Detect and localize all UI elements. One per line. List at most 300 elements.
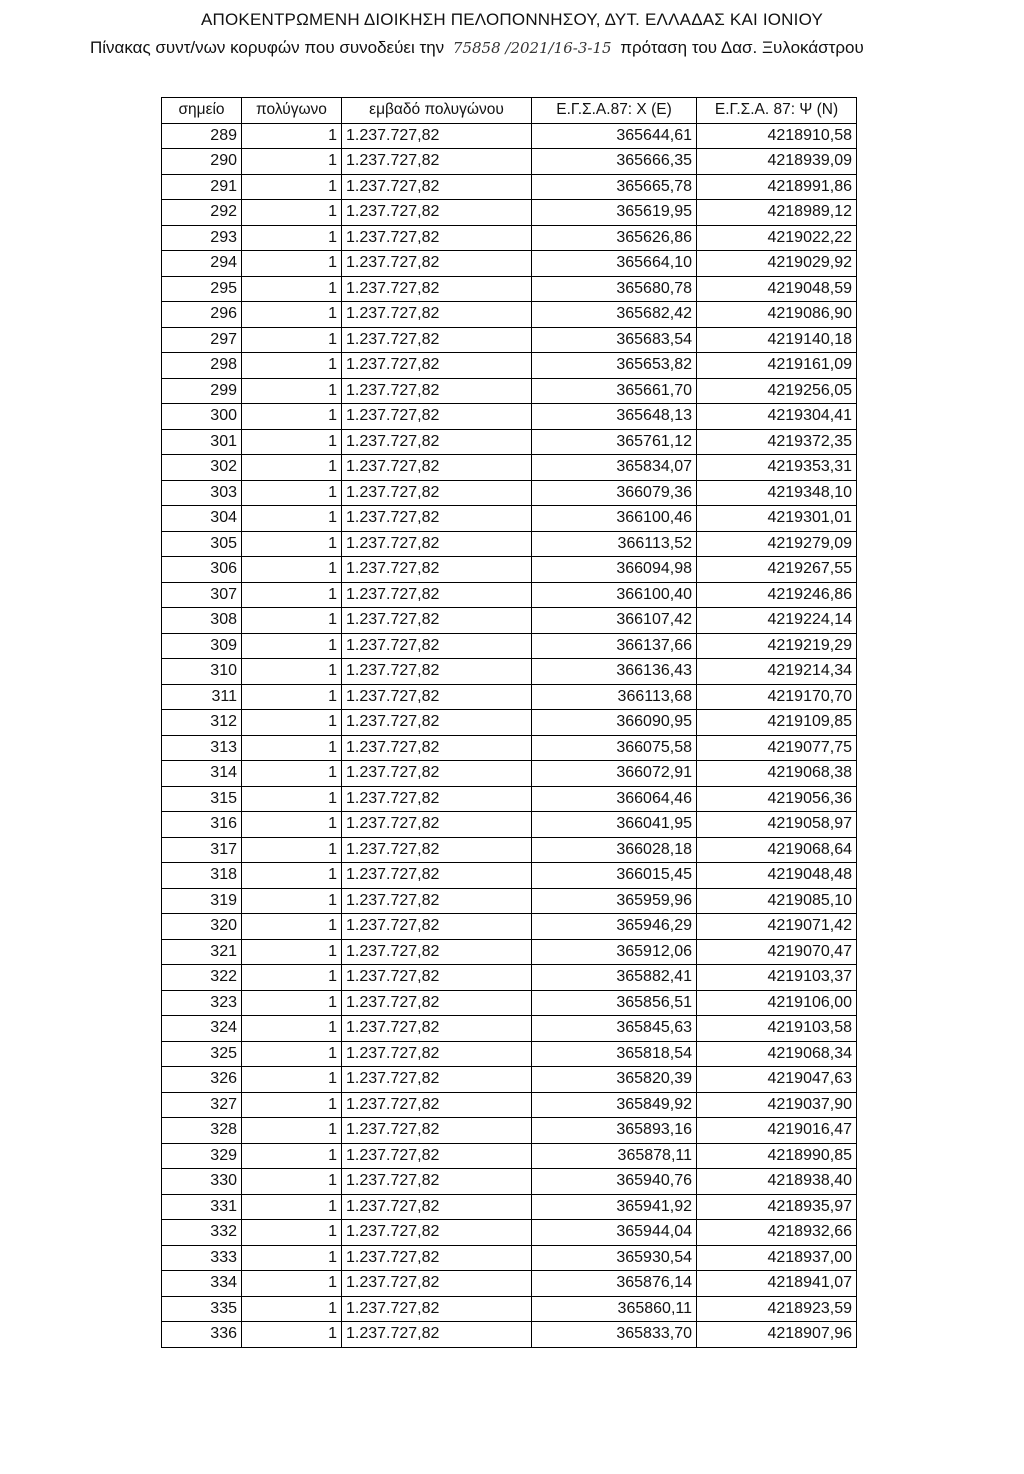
polygon-cell: 1 [242,225,342,251]
table-row [162,786,857,812]
polygon-cell: 1 [242,914,342,940]
polygon-cell: 1 [242,786,342,812]
area-cell: 1.237.727,82 [342,786,532,812]
point-cell: 336 [162,1322,242,1348]
point-cell: 305 [162,531,242,557]
y-coordinate-cell: 4219106,00 [697,990,857,1016]
table-row [162,480,857,506]
point-cell: 299 [162,378,242,404]
point-cell: 323 [162,990,242,1016]
y-coordinate-cell: 4219048,48 [697,863,857,889]
x-coordinate-cell: 365664,10 [532,251,697,277]
polygon-cell: 1 [242,684,342,710]
table-row [162,914,857,940]
x-coordinate-cell: 366072,91 [532,761,697,787]
table-row [162,659,857,685]
x-coordinate-cell: 365820,39 [532,1067,697,1093]
area-cell: 1.237.727,82 [342,378,532,404]
area-cell: 1.237.727,82 [342,1092,532,1118]
polygon-cell: 1 [242,1092,342,1118]
polygon-cell: 1 [242,531,342,557]
table-row [162,965,857,991]
area-cell: 1.237.727,82 [342,225,532,251]
table-row [162,174,857,200]
polygon-cell: 1 [242,888,342,914]
y-coordinate-cell: 4219037,90 [697,1092,857,1118]
y-coordinate-cell: 4219029,92 [697,251,857,277]
table-row [162,582,857,608]
polygon-cell: 1 [242,149,342,175]
area-cell: 1.237.727,82 [342,1016,532,1042]
x-coordinate-cell: 366064,46 [532,786,697,812]
area-cell: 1.237.727,82 [342,812,532,838]
table-row [162,684,857,710]
coordinates-table [161,97,857,1348]
area-cell: 1.237.727,82 [342,684,532,710]
point-cell: 324 [162,1016,242,1042]
polygon-cell: 1 [242,1118,342,1144]
x-coordinate-cell: 365845,63 [532,1016,697,1042]
area-cell: 1.237.727,82 [342,710,532,736]
point-cell: 330 [162,1169,242,1195]
area-cell: 1.237.727,82 [342,863,532,889]
table-row [162,1245,857,1271]
subtitle-suffix: πρόταση του Δασ. Ξυλοκάστρου [620,38,864,57]
y-coordinate-cell: 4219161,09 [697,353,857,379]
point-cell: 300 [162,404,242,430]
x-coordinate-cell: 366113,68 [532,684,697,710]
table-row [162,1271,857,1297]
x-coordinate-cell: 365648,13 [532,404,697,430]
table-row [162,1143,857,1169]
polygon-cell: 1 [242,1143,342,1169]
document-title: ΑΠΟΚΕΝΤΡΩΜΕΝΗ ΔΙΟΙΚΗΣΗ ΠΕΛΟΠΟΝΝΗΣΟΥ, ΔΥΤ. ΕΛΛΑΔΑΣ ΚΑΙ ΙΟΝΙΟΥ [200,10,824,29]
polygon-cell: 1 [242,710,342,736]
table-header-row [162,98,857,124]
point-cell: 304 [162,506,242,532]
polygon-cell: 1 [242,608,342,634]
polygon-cell: 1 [242,455,342,481]
table-body [162,123,857,1347]
table-row [162,404,857,430]
table-row [162,123,857,149]
point-cell: 310 [162,659,242,685]
table-row [162,710,857,736]
x-coordinate-cell: 365940,76 [532,1169,697,1195]
point-cell: 322 [162,965,242,991]
polygon-cell: 1 [242,837,342,863]
point-cell: 316 [162,812,242,838]
y-coordinate-cell: 4219353,31 [697,455,857,481]
y-coordinate-cell: 4218991,86 [697,174,857,200]
area-cell: 1.237.727,82 [342,1169,532,1195]
area-cell: 1.237.727,82 [342,939,532,965]
area-cell: 1.237.727,82 [342,557,532,583]
polygon-cell: 1 [242,965,342,991]
point-cell: 302 [162,455,242,481]
polygon-cell: 1 [242,1194,342,1220]
point-cell: 329 [162,1143,242,1169]
area-cell: 1.237.727,82 [342,251,532,277]
x-coordinate-cell: 366028,18 [532,837,697,863]
point-cell: 332 [162,1220,242,1246]
area-cell: 1.237.727,82 [342,123,532,149]
table-row [162,1041,857,1067]
document-subtitle [90,38,970,58]
x-coordinate-cell: 366075,58 [532,735,697,761]
table-row [162,1194,857,1220]
point-cell: 292 [162,200,242,226]
polygon-cell: 1 [242,200,342,226]
table-row [162,378,857,404]
table-row [162,455,857,481]
table-row [162,353,857,379]
x-coordinate-cell: 365834,07 [532,455,697,481]
polygon-cell: 1 [242,353,342,379]
x-coordinate-cell: 366090,95 [532,710,697,736]
column-header-y: Ε.Γ.Σ.Α. 87: Ψ (Ν) [697,98,857,124]
polygon-cell: 1 [242,1220,342,1246]
point-cell: 334 [162,1271,242,1297]
area-cell: 1.237.727,82 [342,327,532,353]
area-cell: 1.237.727,82 [342,149,532,175]
table-row [162,939,857,965]
table-row [162,200,857,226]
point-cell: 293 [162,225,242,251]
point-cell: 321 [162,939,242,965]
polygon-cell: 1 [242,174,342,200]
table-row [162,1296,857,1322]
polygon-cell: 1 [242,1245,342,1271]
polygon-cell: 1 [242,1067,342,1093]
polygon-cell: 1 [242,812,342,838]
table-row [162,1016,857,1042]
polygon-cell: 1 [242,302,342,328]
column-header-point: σημείο [162,98,242,124]
area-cell: 1.237.727,82 [342,1220,532,1246]
polygon-cell: 1 [242,863,342,889]
point-cell: 312 [162,710,242,736]
table-row [162,251,857,277]
area-cell: 1.237.727,82 [342,888,532,914]
polygon-cell: 1 [242,480,342,506]
polygon-cell: 1 [242,761,342,787]
area-cell: 1.237.727,82 [342,455,532,481]
x-coordinate-cell: 365644,61 [532,123,697,149]
point-cell: 298 [162,353,242,379]
x-coordinate-cell: 365878,11 [532,1143,697,1169]
table-row [162,276,857,302]
y-coordinate-cell: 4219170,70 [697,684,857,710]
polygon-cell: 1 [242,1169,342,1195]
x-coordinate-cell: 366100,40 [532,582,697,608]
x-coordinate-cell: 365944,04 [532,1220,697,1246]
table-row [162,225,857,251]
area-cell: 1.237.727,82 [342,404,532,430]
table-row [162,1322,857,1348]
y-coordinate-cell: 4219056,36 [697,786,857,812]
point-cell: 315 [162,786,242,812]
polygon-cell: 1 [242,582,342,608]
table-row [162,1220,857,1246]
x-coordinate-cell: 365666,35 [532,149,697,175]
y-coordinate-cell: 4219068,38 [697,761,857,787]
x-coordinate-cell: 365683,54 [532,327,697,353]
x-coordinate-cell: 366015,45 [532,863,697,889]
table-row [162,863,857,889]
polygon-cell: 1 [242,939,342,965]
x-coordinate-cell: 366137,66 [532,633,697,659]
table-row [162,1118,857,1144]
point-cell: 291 [162,174,242,200]
y-coordinate-cell: 4219267,55 [697,557,857,583]
x-coordinate-cell: 365626,86 [532,225,697,251]
area-cell: 1.237.727,82 [342,1296,532,1322]
table-row [162,429,857,455]
table-row [162,608,857,634]
y-coordinate-cell: 4218989,12 [697,200,857,226]
polygon-cell: 1 [242,990,342,1016]
area-cell: 1.237.727,82 [342,276,532,302]
point-cell: 319 [162,888,242,914]
point-cell: 327 [162,1092,242,1118]
x-coordinate-cell: 366094,98 [532,557,697,583]
point-cell: 320 [162,914,242,940]
y-coordinate-cell: 4219256,05 [697,378,857,404]
y-coordinate-cell: 4219109,85 [697,710,857,736]
y-coordinate-cell: 4219068,34 [697,1041,857,1067]
y-coordinate-cell: 4219068,64 [697,837,857,863]
x-coordinate-cell: 365665,78 [532,174,697,200]
polygon-cell: 1 [242,429,342,455]
polygon-cell: 1 [242,251,342,277]
table-row [162,761,857,787]
x-coordinate-cell: 365930,54 [532,1245,697,1271]
y-coordinate-cell: 4218923,59 [697,1296,857,1322]
polygon-cell: 1 [242,633,342,659]
table-row [162,735,857,761]
polygon-cell: 1 [242,378,342,404]
table-row [162,990,857,1016]
area-cell: 1.237.727,82 [342,353,532,379]
x-coordinate-cell: 365946,29 [532,914,697,940]
x-coordinate-cell: 365959,96 [532,888,697,914]
area-cell: 1.237.727,82 [342,582,532,608]
x-coordinate-cell: 365680,78 [532,276,697,302]
y-coordinate-cell: 4219224,14 [697,608,857,634]
x-coordinate-cell: 365661,70 [532,378,697,404]
table-row [162,1092,857,1118]
area-cell: 1.237.727,82 [342,174,532,200]
table-row [162,633,857,659]
area-cell: 1.237.727,82 [342,735,532,761]
y-coordinate-cell: 4218990,85 [697,1143,857,1169]
area-cell: 1.237.727,82 [342,302,532,328]
table-row [162,557,857,583]
area-cell: 1.237.727,82 [342,531,532,557]
y-coordinate-cell: 4219085,10 [697,888,857,914]
y-coordinate-cell: 4219077,75 [697,735,857,761]
polygon-cell: 1 [242,1016,342,1042]
table-row [162,888,857,914]
y-coordinate-cell: 4219071,42 [697,914,857,940]
y-coordinate-cell: 4219372,35 [697,429,857,455]
point-cell: 328 [162,1118,242,1144]
area-cell: 1.237.727,82 [342,1322,532,1348]
point-cell: 301 [162,429,242,455]
x-coordinate-cell: 366136,43 [532,659,697,685]
handwritten-reference: 75858 /2021/16-3-15 [452,39,612,57]
column-header-area: εμβαδό πολυγώνου [342,98,532,124]
point-cell: 306 [162,557,242,583]
table-row [162,506,857,532]
area-cell: 1.237.727,82 [342,990,532,1016]
area-cell: 1.237.727,82 [342,429,532,455]
area-cell: 1.237.727,82 [342,200,532,226]
point-cell: 325 [162,1041,242,1067]
y-coordinate-cell: 4219048,59 [697,276,857,302]
point-cell: 317 [162,837,242,863]
y-coordinate-cell: 4218910,58 [697,123,857,149]
point-cell: 333 [162,1245,242,1271]
y-coordinate-cell: 4219140,18 [697,327,857,353]
y-coordinate-cell: 4218939,09 [697,149,857,175]
polygon-cell: 1 [242,1322,342,1348]
area-cell: 1.237.727,82 [342,1067,532,1093]
y-coordinate-cell: 4218907,96 [697,1322,857,1348]
x-coordinate-cell: 365818,54 [532,1041,697,1067]
column-header-polygon: πολύγωνο [242,98,342,124]
table-row [162,837,857,863]
point-cell: 289 [162,123,242,149]
table-row [162,812,857,838]
area-cell: 1.237.727,82 [342,633,532,659]
y-coordinate-cell: 4219070,47 [697,939,857,965]
area-cell: 1.237.727,82 [342,761,532,787]
table-row [162,1067,857,1093]
area-cell: 1.237.727,82 [342,659,532,685]
x-coordinate-cell: 366113,52 [532,531,697,557]
point-cell: 295 [162,276,242,302]
y-coordinate-cell: 4219086,90 [697,302,857,328]
y-coordinate-cell: 4219301,01 [697,506,857,532]
x-coordinate-cell: 365682,42 [532,302,697,328]
y-coordinate-cell: 4219022,22 [697,225,857,251]
y-coordinate-cell: 4219103,58 [697,1016,857,1042]
table-row [162,531,857,557]
area-cell: 1.237.727,82 [342,506,532,532]
area-cell: 1.237.727,82 [342,1143,532,1169]
table-row [162,327,857,353]
x-coordinate-cell: 365653,82 [532,353,697,379]
y-coordinate-cell: 4219047,63 [697,1067,857,1093]
point-cell: 335 [162,1296,242,1322]
point-cell: 309 [162,633,242,659]
y-coordinate-cell: 4218941,07 [697,1271,857,1297]
polygon-cell: 1 [242,1296,342,1322]
y-coordinate-cell: 4218938,40 [697,1169,857,1195]
x-coordinate-cell: 366100,46 [532,506,697,532]
polygon-cell: 1 [242,123,342,149]
point-cell: 303 [162,480,242,506]
area-cell: 1.237.727,82 [342,480,532,506]
x-coordinate-cell: 366107,42 [532,608,697,634]
area-cell: 1.237.727,82 [342,1118,532,1144]
area-cell: 1.237.727,82 [342,837,532,863]
point-cell: 313 [162,735,242,761]
point-cell: 307 [162,582,242,608]
y-coordinate-cell: 4219304,41 [697,404,857,430]
polygon-cell: 1 [242,659,342,685]
table-row [162,149,857,175]
x-coordinate-cell: 365893,16 [532,1118,697,1144]
point-cell: 297 [162,327,242,353]
polygon-cell: 1 [242,1271,342,1297]
x-coordinate-cell: 366079,36 [532,480,697,506]
polygon-cell: 1 [242,506,342,532]
x-coordinate-cell: 365761,12 [532,429,697,455]
y-coordinate-cell: 4219279,09 [697,531,857,557]
point-cell: 296 [162,302,242,328]
subtitle-prefix: Πίνακας συντ/νων κορυφών που συνοδεύει την [90,38,445,57]
point-cell: 318 [162,863,242,889]
area-cell: 1.237.727,82 [342,965,532,991]
table-row [162,1169,857,1195]
polygon-cell: 1 [242,735,342,761]
point-cell: 308 [162,608,242,634]
y-coordinate-cell: 4219348,10 [697,480,857,506]
column-header-x: Ε.Γ.Σ.Α.87: Χ (Ε) [532,98,697,124]
polygon-cell: 1 [242,1041,342,1067]
y-coordinate-cell: 4218937,00 [697,1245,857,1271]
area-cell: 1.237.727,82 [342,914,532,940]
x-coordinate-cell: 365876,14 [532,1271,697,1297]
y-coordinate-cell: 4218935,97 [697,1194,857,1220]
polygon-cell: 1 [242,557,342,583]
x-coordinate-cell: 366041,95 [532,812,697,838]
point-cell: 326 [162,1067,242,1093]
area-cell: 1.237.727,82 [342,1194,532,1220]
polygon-cell: 1 [242,404,342,430]
x-coordinate-cell: 365619,95 [532,200,697,226]
point-cell: 331 [162,1194,242,1220]
point-cell: 294 [162,251,242,277]
y-coordinate-cell: 4219246,86 [697,582,857,608]
x-coordinate-cell: 365856,51 [532,990,697,1016]
area-cell: 1.237.727,82 [342,1041,532,1067]
point-cell: 314 [162,761,242,787]
area-cell: 1.237.727,82 [342,608,532,634]
point-cell: 311 [162,684,242,710]
area-cell: 1.237.727,82 [342,1271,532,1297]
y-coordinate-cell: 4219214,34 [697,659,857,685]
y-coordinate-cell: 4218932,66 [697,1220,857,1246]
x-coordinate-cell: 365882,41 [532,965,697,991]
x-coordinate-cell: 365833,70 [532,1322,697,1348]
polygon-cell: 1 [242,276,342,302]
y-coordinate-cell: 4219058,97 [697,812,857,838]
x-coordinate-cell: 365941,92 [532,1194,697,1220]
x-coordinate-cell: 365860,11 [532,1296,697,1322]
x-coordinate-cell: 365912,06 [532,939,697,965]
point-cell: 290 [162,149,242,175]
y-coordinate-cell: 4219219,29 [697,633,857,659]
polygon-cell: 1 [242,327,342,353]
x-coordinate-cell: 365849,92 [532,1092,697,1118]
y-coordinate-cell: 4219103,37 [697,965,857,991]
area-cell: 1.237.727,82 [342,1245,532,1271]
table-row [162,302,857,328]
